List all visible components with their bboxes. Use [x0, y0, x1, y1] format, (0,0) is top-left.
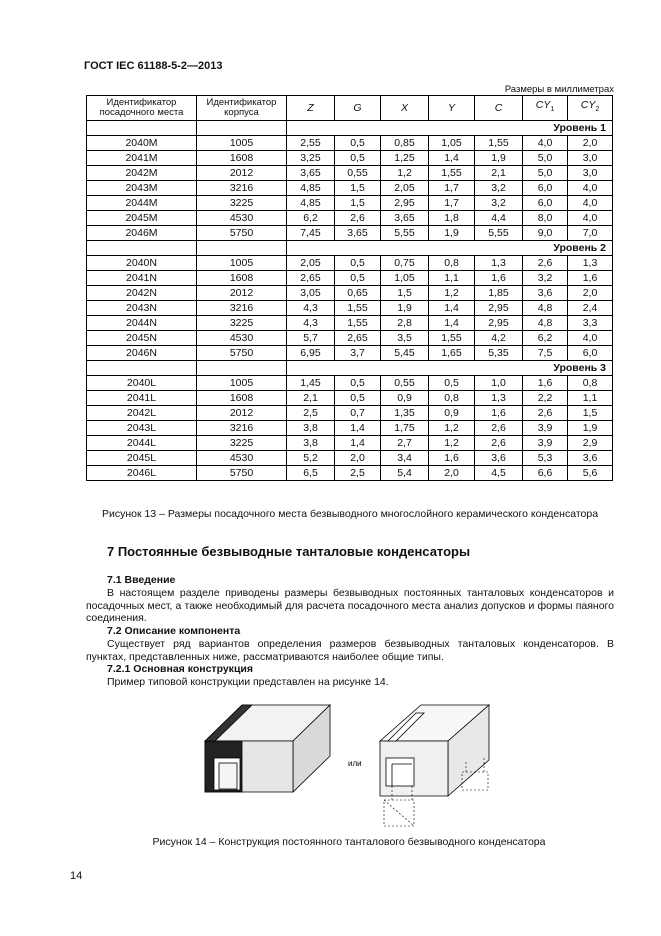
table-cell: 1,55 — [475, 136, 523, 151]
table-cell: 2045N — [87, 331, 197, 346]
table-cell: 6,95 — [287, 346, 335, 361]
table-cell: 6,2 — [287, 211, 335, 226]
table-cell: 1,1 — [429, 271, 475, 286]
table-cell: 4,85 — [287, 196, 335, 211]
table-cell: 1,1 — [568, 391, 613, 406]
table-cell: 3,2 — [475, 196, 523, 211]
table-cell: 1,5 — [568, 406, 613, 421]
table-cell: 2,65 — [335, 331, 381, 346]
table-cell: 3,6 — [475, 451, 523, 466]
table-cell: 3,05 — [287, 286, 335, 301]
table-cell: 2,5 — [287, 406, 335, 421]
col-header-y: Y — [429, 96, 475, 121]
table-cell: 2044M — [87, 196, 197, 211]
table-cell: 2,95 — [475, 316, 523, 331]
table-cell: 1,7 — [429, 196, 475, 211]
capacitor-right-drawing — [380, 705, 489, 826]
table-cell: 2,1 — [287, 391, 335, 406]
table-cell: 5,0 — [523, 151, 568, 166]
table-cell: 2,4 — [568, 301, 613, 316]
table-cell: 3,4 — [381, 451, 429, 466]
table-cell: 1608 — [197, 391, 287, 406]
table-cell: 2046L — [87, 466, 197, 481]
table-cell: 0,9 — [429, 406, 475, 421]
table-cell: 2,8 — [381, 316, 429, 331]
table-cell: 3216 — [197, 301, 287, 316]
table-cell: 6,0 — [523, 181, 568, 196]
document-header: ГОСТ IEC 61188-5-2—2013 — [84, 60, 223, 72]
table-cell: 2,6 — [523, 406, 568, 421]
table-cell: 4,8 — [523, 316, 568, 331]
table-cell: 1,4 — [335, 421, 381, 436]
table-cell: 1,05 — [381, 271, 429, 286]
table-cell: 0,8 — [429, 391, 475, 406]
table-cell: 5750 — [197, 346, 287, 361]
table-cell: 4,0 — [568, 331, 613, 346]
table-cell: 0,85 — [381, 136, 429, 151]
col-header-x: X — [381, 96, 429, 121]
table-cell: 1,9 — [429, 226, 475, 241]
table-cell: 2,05 — [381, 181, 429, 196]
table-cell: 4,4 — [475, 211, 523, 226]
table-cell: 7,5 — [523, 346, 568, 361]
table-cell: 3225 — [197, 316, 287, 331]
table-cell: 2,65 — [287, 271, 335, 286]
table-cell: 0,5 — [335, 256, 381, 271]
table-cell: 2,0 — [568, 136, 613, 151]
level-title: Уровень 1 — [287, 121, 613, 136]
col-header-z: Z — [287, 96, 335, 121]
table-cell: 1,4 — [429, 316, 475, 331]
table-cell: 5,2 — [287, 451, 335, 466]
table-cell: 1,6 — [475, 271, 523, 286]
section-7-title: 7 Постоянные безвыводные танталовые конденсаторы — [107, 544, 471, 559]
table-cell: 7,0 — [568, 226, 613, 241]
table-cell: 3,0 — [568, 166, 613, 181]
table-cell: 2042N — [87, 286, 197, 301]
table-cell: 3,3 — [568, 316, 613, 331]
table-cell: 4,3 — [287, 316, 335, 331]
table-cell: 2,5 — [335, 466, 381, 481]
table-cell: 4,0 — [523, 136, 568, 151]
table-cell: 6,0 — [568, 346, 613, 361]
table-cell: 2,0 — [335, 451, 381, 466]
col-header-cy2: $CY_2$ — [568, 96, 613, 121]
table-cell: 2,55 — [287, 136, 335, 151]
table-cell: 2043L — [87, 421, 197, 436]
col-header-case: Идентификатор корпуса — [197, 96, 287, 121]
section-7-2-1-title: 7.2.1 Основная конструкция — [107, 663, 253, 675]
figure-14-caption: Рисунок 14 – Конструкция постоянного танталового безвыводного конденсатора — [152, 836, 546, 848]
table-cell: 5,45 — [381, 346, 429, 361]
table-cell: 5750 — [197, 226, 287, 241]
table-cell: 1,05 — [429, 136, 475, 151]
table-cell: 1,2 — [381, 166, 429, 181]
table-cell: 2045L — [87, 451, 197, 466]
table-cell: 2,9 — [568, 436, 613, 451]
table-cell: 3,5 — [381, 331, 429, 346]
table-cell: 1005 — [197, 376, 287, 391]
table-cell: 2046N — [87, 346, 197, 361]
section-7-2-text: Существует ряд вариантов определения размеров безвыводных танталовых конденсаторов. В пунктах, представленных ниже, рассматриваются наиболее общие типы. — [86, 638, 614, 663]
table-cell: 4,0 — [568, 211, 613, 226]
table-cell: 1,3 — [475, 391, 523, 406]
table-cell: 2,6 — [523, 256, 568, 271]
table-cell: 3216 — [197, 421, 287, 436]
table-cell: 2,1 — [475, 166, 523, 181]
table-cell: 1,9 — [475, 151, 523, 166]
table-cell: 1,5 — [381, 286, 429, 301]
table-cell: 0,5 — [335, 376, 381, 391]
table-cell: 3216 — [197, 181, 287, 196]
table-cell: 4530 — [197, 331, 287, 346]
table-cell: 2041M — [87, 151, 197, 166]
table-cell: 4,8 — [523, 301, 568, 316]
table-cell: 4530 — [197, 211, 287, 226]
table-cell: 5,35 — [475, 346, 523, 361]
table-cell: 4,0 — [568, 196, 613, 211]
table-cell: 0,8 — [429, 256, 475, 271]
table-cell: 2040N — [87, 256, 197, 271]
table-cell: 4530 — [197, 451, 287, 466]
table-cell: 4,85 — [287, 181, 335, 196]
table-cell: 2040L — [87, 376, 197, 391]
table-cell: 2,0 — [568, 286, 613, 301]
table-cell: 2,95 — [475, 301, 523, 316]
table-cell: 0,9 — [381, 391, 429, 406]
col-header-cy1: $CY_1$ — [523, 96, 568, 121]
table-cell: 2,6 — [475, 436, 523, 451]
table-cell: 5,55 — [381, 226, 429, 241]
table-cell: 0,5 — [335, 151, 381, 166]
section-7-2-1-text: Пример типовой конструкции представлен на рисунке 14. — [107, 676, 389, 688]
table-cell: 2012 — [197, 166, 287, 181]
table-cell: 3,65 — [381, 211, 429, 226]
table-cell: 0,7 — [335, 406, 381, 421]
table-cell: 2043N — [87, 301, 197, 316]
table-cell: 2012 — [197, 406, 287, 421]
table-cell: 2,6 — [335, 211, 381, 226]
table-cell: 2044L — [87, 436, 197, 451]
table-cell: 2044N — [87, 316, 197, 331]
table-cell: 2,7 — [381, 436, 429, 451]
table-cell: 1,5 — [335, 181, 381, 196]
table-cell: 6,5 — [287, 466, 335, 481]
table-cell: 3,25 — [287, 151, 335, 166]
table-cell: 1,55 — [335, 316, 381, 331]
table-cell: 6,2 — [523, 331, 568, 346]
table-cell: 5,55 — [475, 226, 523, 241]
table-cell: 0,65 — [335, 286, 381, 301]
table-cell: 6,6 — [523, 466, 568, 481]
table-cell: 0,5 — [429, 376, 475, 391]
section-7-1-title: 7.1 Введение — [107, 574, 176, 586]
table-cell: 1005 — [197, 136, 287, 151]
table-cell: 1,65 — [429, 346, 475, 361]
table-cell: 2041N — [87, 271, 197, 286]
table-cell: 3,2 — [475, 181, 523, 196]
table-cell: 3,9 — [523, 436, 568, 451]
table-cell: 3,9 — [523, 421, 568, 436]
table-cell: 1,6 — [475, 406, 523, 421]
table-cell: 3,7 — [335, 346, 381, 361]
section-7-2-title: 7.2 Описание компонента — [107, 625, 241, 637]
table-cell: 3,6 — [523, 286, 568, 301]
table-cell: 3225 — [197, 436, 287, 451]
table-cell: 1,45 — [287, 376, 335, 391]
table-cell: 1,0 — [475, 376, 523, 391]
table-cell: 1,55 — [335, 301, 381, 316]
table-cell: 3,0 — [568, 151, 613, 166]
table-cell: 2,2 — [523, 391, 568, 406]
table-cell: 2,0 — [429, 466, 475, 481]
table-cell: 2043M — [87, 181, 197, 196]
table-cell: 5,7 — [287, 331, 335, 346]
table-cell: 1,2 — [429, 421, 475, 436]
table-cell: 2046M — [87, 226, 197, 241]
table-cell: 1,3 — [568, 256, 613, 271]
table-cell: 1,4 — [335, 436, 381, 451]
level-title: Уровень 2 — [287, 241, 613, 256]
table-cell: 1,4 — [429, 301, 475, 316]
table-cell: 3,65 — [287, 166, 335, 181]
table-cell: 3,8 — [287, 421, 335, 436]
table-cell: 8,0 — [523, 211, 568, 226]
col-header-g: G — [335, 96, 381, 121]
col-header-footprint: Идентификатор посадочного места — [87, 96, 197, 121]
table-cell: 2042L — [87, 406, 197, 421]
table-cell: 1,35 — [381, 406, 429, 421]
table-cell: 1,25 — [381, 151, 429, 166]
table-cell: 4,2 — [475, 331, 523, 346]
table-cell: 2040M — [87, 136, 197, 151]
table-cell: 2,95 — [381, 196, 429, 211]
figure-13-caption: Рисунок 13 – Размеры посадочного места безвыводного многослойного керамического конденсатора — [101, 508, 599, 520]
table-cell: 4,3 — [287, 301, 335, 316]
table-cell: 1,6 — [568, 271, 613, 286]
table-cell: 0,5 — [335, 136, 381, 151]
table-cell: 9,0 — [523, 226, 568, 241]
table-cell: 3,65 — [335, 226, 381, 241]
table-cell: 0,5 — [335, 271, 381, 286]
table-cell: 2041L — [87, 391, 197, 406]
units-note: Размеры в миллиметрах — [504, 84, 614, 95]
table-cell: 1,75 — [381, 421, 429, 436]
col-header-c: C — [475, 96, 523, 121]
table-cell: 0,5 — [335, 391, 381, 406]
table-cell: 1005 — [197, 256, 287, 271]
table-cell: 1608 — [197, 151, 287, 166]
table-cell: 1,6 — [523, 376, 568, 391]
table-cell: 3,8 — [287, 436, 335, 451]
table-cell: 0,8 — [568, 376, 613, 391]
table-cell: 7,45 — [287, 226, 335, 241]
page-number: 14 — [70, 870, 83, 882]
table-cell: 3,2 — [523, 271, 568, 286]
table-cell: 1,4 — [429, 151, 475, 166]
table-cell: 2045M — [87, 211, 197, 226]
table-cell: 1,7 — [429, 181, 475, 196]
table-cell: 2042M — [87, 166, 197, 181]
table-cell: 0,75 — [381, 256, 429, 271]
table-cell: 1,2 — [429, 436, 475, 451]
table-cell: 5,0 — [523, 166, 568, 181]
table-cell: 5,3 — [523, 451, 568, 466]
section-7-1-text: В настоящем разделе приводены размеры безвыводных постоянных танталовых конденсаторов и посадочных мест, а также необходимый для расчета посадочного места анализ допусков и формы паяного соединения. — [86, 587, 614, 624]
table-cell: 5,6 — [568, 466, 613, 481]
table-cell: 5,4 — [381, 466, 429, 481]
table-cell: 2,6 — [475, 421, 523, 436]
table-cell: 1,9 — [568, 421, 613, 436]
table-cell: 2,05 — [287, 256, 335, 271]
table-cell: 1,55 — [429, 166, 475, 181]
table-cell: 0,55 — [335, 166, 381, 181]
table-cell: 3,6 — [568, 451, 613, 466]
table-cell: 1,5 — [335, 196, 381, 211]
table-cell: 6,0 — [523, 196, 568, 211]
table-cell: 1608 — [197, 271, 287, 286]
table-cell: 3225 — [197, 196, 287, 211]
table-cell: 1,85 — [475, 286, 523, 301]
table-cell: 0,55 — [381, 376, 429, 391]
table-cell: 5750 — [197, 466, 287, 481]
table-cell: 1,8 — [429, 211, 475, 226]
table-cell: 2012 — [197, 286, 287, 301]
table-cell: 1,6 — [429, 451, 475, 466]
figure-14-or-label: или — [348, 759, 362, 768]
table-cell: 1,9 — [381, 301, 429, 316]
table-cell: 1,3 — [475, 256, 523, 271]
table-cell: 1,2 — [429, 286, 475, 301]
table-cell: 1,55 — [429, 331, 475, 346]
table-cell: 4,0 — [568, 181, 613, 196]
capacitor-left-drawing — [205, 705, 330, 792]
level-title: Уровень 3 — [287, 361, 613, 376]
table-cell: 4,5 — [475, 466, 523, 481]
